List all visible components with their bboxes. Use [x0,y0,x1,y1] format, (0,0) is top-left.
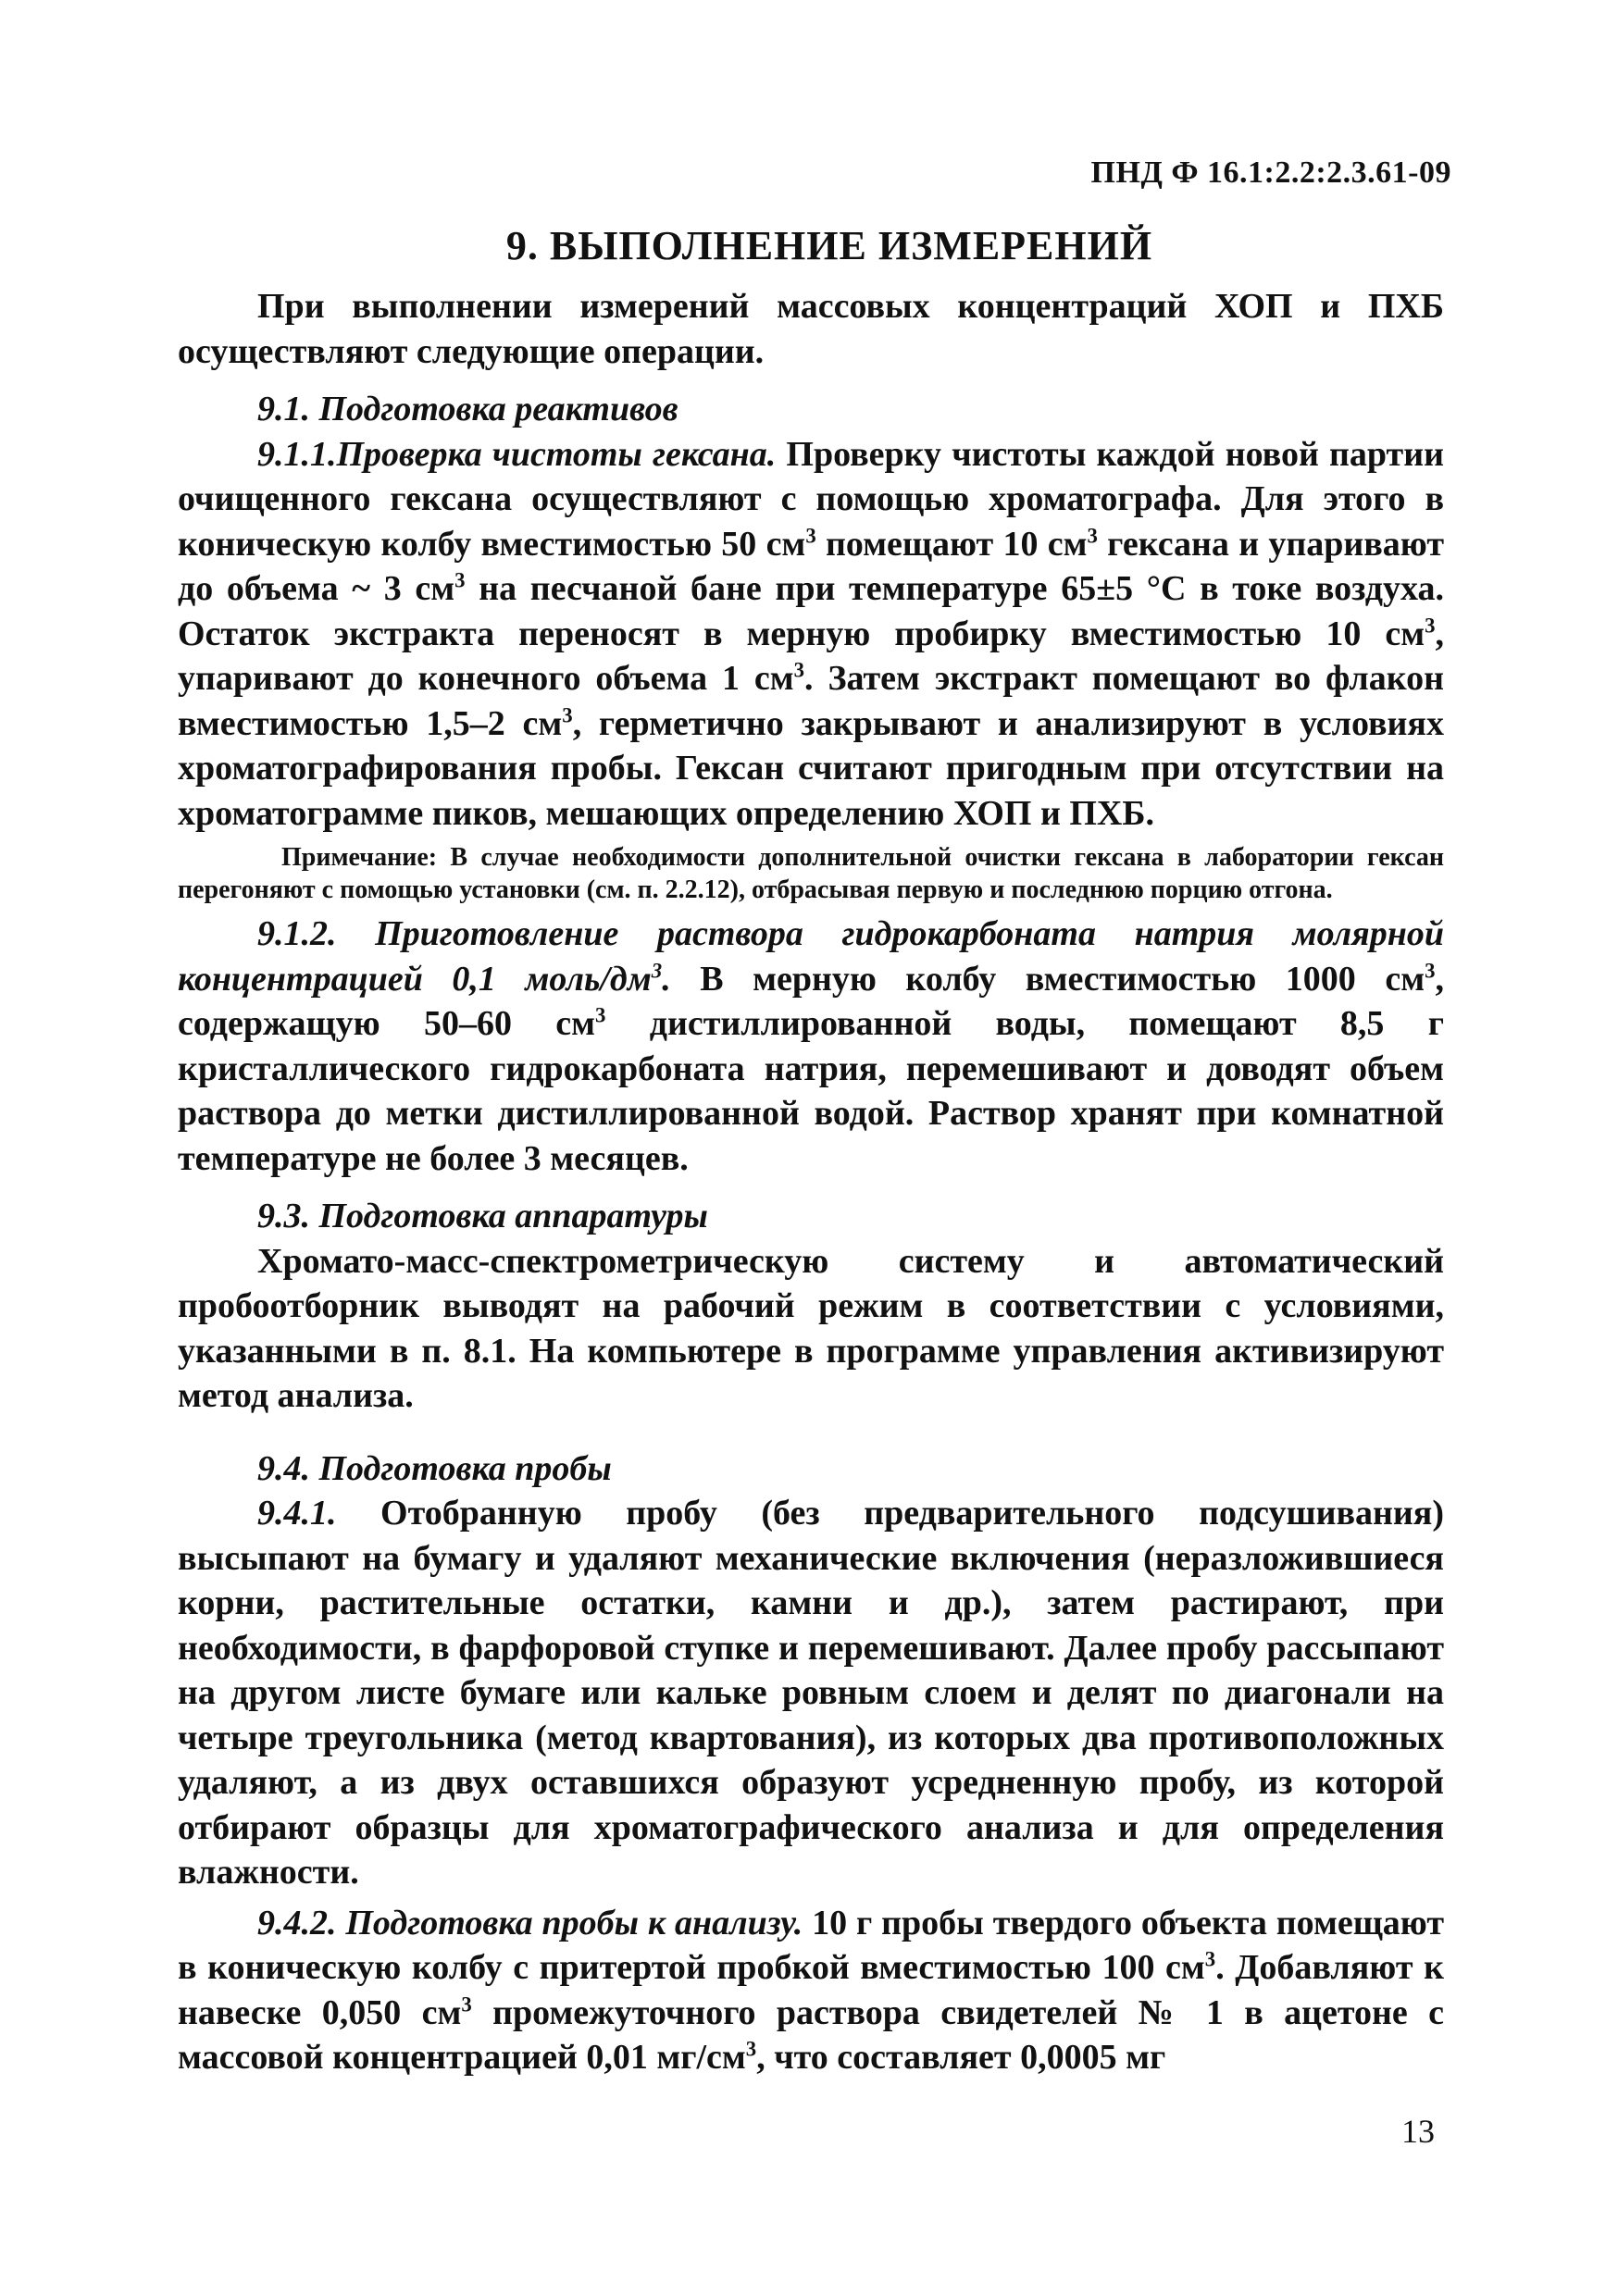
subheading-9-1: 9.1. Подготовка реактивов [257,390,678,428]
section-title: 9. ВЫПОЛНЕНИЕ ИЗМЕРЕНИЙ [505,223,1153,268]
paragraph-label: 9.4.2. Подготовка пробы к анализу. [257,1903,803,1942]
note-paragraph: Примечание: В случае необходимости дополнительной очистки гексана в лаборатории гексан перегоняют с помощью установки (см. п. 2.2.12), отбрасывая первую и последнюю порцию отгона. [178,843,1444,904]
paragraph-9-1-2: 9.1.2. Приготовление раствора гидрокарбоната натрия молярной концентрацией 0,1 моль/$дм^3$. В мерную колбу вместимостью 1000 $см^3$, содержащую 50–60 $см^3$ дистиллированной воды, помещают 8,5 г кристаллического гидрокарбоната натрия, перемешивают и доводят объем раствора до метки дистиллированной водой. Раствор хранят при комнатной температуре не более 3 месяцев. [178,914,1444,1178]
page-content [178,222,1444,2080]
document-code: ПНД Ф 16.1:2.2:2.3.61-09 [1090,155,1451,190]
paragraph-label: 9.1.1.Проверка чистоты гексана. [257,434,777,474]
subheading-9-3: 9.3. Подготовка аппаратуры [257,1197,708,1235]
paragraph-9-1-1: 9.1.1.Проверка чистоты гексана. Проверку чистоты каждой новой партии очищенного гексана осуществляют с помощью хроматографа. Для этого в коническую колбу вместимостью 50 $см^3$ помещают 10 $см^3$ гексана и упаривают до объема ~ 3 $см^3$ на песчаной бане при температуре 65±5 °С в токе воздуха. Остаток экстракта переносят в мерную пробирку вместимостью 10 $см^3$, упаривают до конечного объема 1 $см^3$. Затем экстракт помещают во флакон вместимостью 1,5–2 $см^3$, герметично закрывают и анализируют в условиях хроматографирования пробы. Гексан считают пригодным при отсутствии на хроматограмме пиков, мешающих определению ХОП и ПХБ. [178,434,1444,833]
intro-paragraph: При выполнении измерений массовых концентраций ХОП и ПХБ осуществляют следующие операции. [178,287,1444,371]
paragraph-label: 9.4.1. [257,1494,337,1533]
paragraph-9-4-1: 9.4.1. Отобранную пробу (без предварительного подсушивания) высыпают на бумагу и удаляют механические включения (неразложившиеся корни, растительные остатки, камни и др.), затем растирают, при необходимости, в фарфоровой ступке и перемешивают. Далее пробу рассыпают на другом листе бумаге или кальке ровным слоем и делят по диагонали на четыре треугольника (метод квартования), из которых два противоположных удаляют, а из двух оставшихся образуют усредненную пробу, из которой отбирают образцы для хроматографического анализа и для определения влажности. [178,1494,1444,1892]
paragraph-label: 9.1.2. Приготовление раствора гидрокарбоната натрия молярной концентрацией 0,1 моль/дм [178,914,1444,999]
page-number: 13 [1401,2113,1435,2150]
paragraph-9-3: Хромато-масс-спектрометрическую систему и автоматический пробоотборник выводят на рабочий режим в соответствии с условиями, указанными в п. 8.1. На компьютере в программе управления активизируют метод анализа. [178,1241,1444,1415]
paragraph-9-4-2: 9.4.2. Подготовка пробы к анализу. 10 г пробы твердого объекта помещают в коническую колбу с притертой пробкой вместимостью 100 $см^3$. Добавляют к навеске 0,050 $см^3$ промежуточного раствора свидетелей № 1 в ацетоне с массовой концентрацией 0,01 $мг/см^3$, что составляет 0,0005 мг [178,1903,1444,2077]
subheading-9-4: 9.4. Подготовка пробы [257,1448,612,1488]
